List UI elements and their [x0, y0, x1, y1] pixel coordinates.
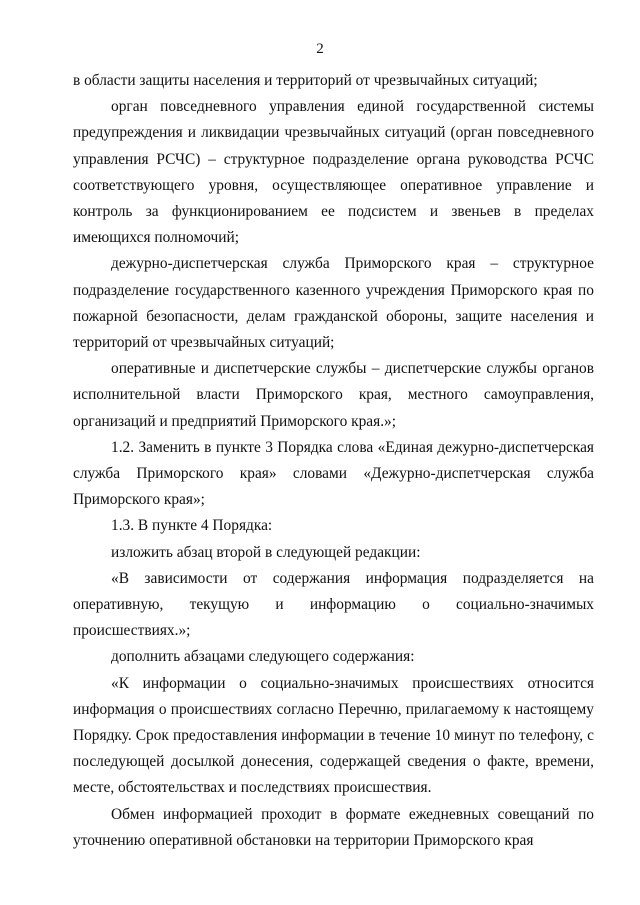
paragraph-6: 1.3. В пункте 4 Порядка:: [111, 517, 273, 535]
paragraph-4: оперативные и диспетчерские службы – диспетчерские службы органов исполнительной власти Приморского края, местного самоуправления, организаций и предприятий Приморского края.»;: [73, 360, 594, 430]
paragraph-9: дополнить абзацами следующего содержания:: [111, 648, 415, 666]
paragraph-11: Обмен информацией проходит в формате ежедневных совещаний по уточнению оперативной обстановки на территории Приморского края: [73, 805, 594, 849]
paragraph-3: дежурно-диспетчерская служба Приморского края – структурное подразделение государственного казенного учреждения Приморского края по пожарной безопасности, делам гражданской обороны, защите населения и территорий от чрезвычайных ситуаций;: [73, 255, 594, 352]
paragraph-10: «К информации о социально-значимых происшествиях относится информация о происшествиях согласно Перечню, прилагаемому к настоящему Порядку. Срок предоставления информации в течение 10 минут по телефону, с последующей досылкой донесения, содержащей сведения о факте, времени, месте, обстоятельствах и последствиях происшествия.: [73, 674, 594, 797]
paragraph-7: изложить абзац второй в следующей редакции:: [111, 543, 421, 561]
paragraph-5: 1.2. Заменить в пункте 3 Порядка слова «Единая дежурно-диспетчерская служба Приморского края» словами «Дежурно-диспетчерская служба Приморского края»;: [73, 438, 594, 509]
paragraph-8: «В зависимости от содержания информация подразделяется на оперативную, текущую и информацию о социально-значимых происшествиях.»;: [73, 569, 594, 640]
document-body: [73, 68, 594, 854]
paragraph-1: в области защиты населения и территорий от чрезвычайных ситуаций;: [73, 72, 538, 89]
paragraph-2: орган повседневного управления единой государственной системы предупреждения и ликвидации чрезвычайных ситуаций (орган повседневного управления РСЧС) – структурное подразделение органа руководства РСЧС соответствующего уровня, осуществляющее оперативное управление и контроль за функционированием ее подсистем и звеньев в пределах имеющихся полномочий;: [73, 98, 594, 247]
page-number: 2: [316, 41, 324, 57]
